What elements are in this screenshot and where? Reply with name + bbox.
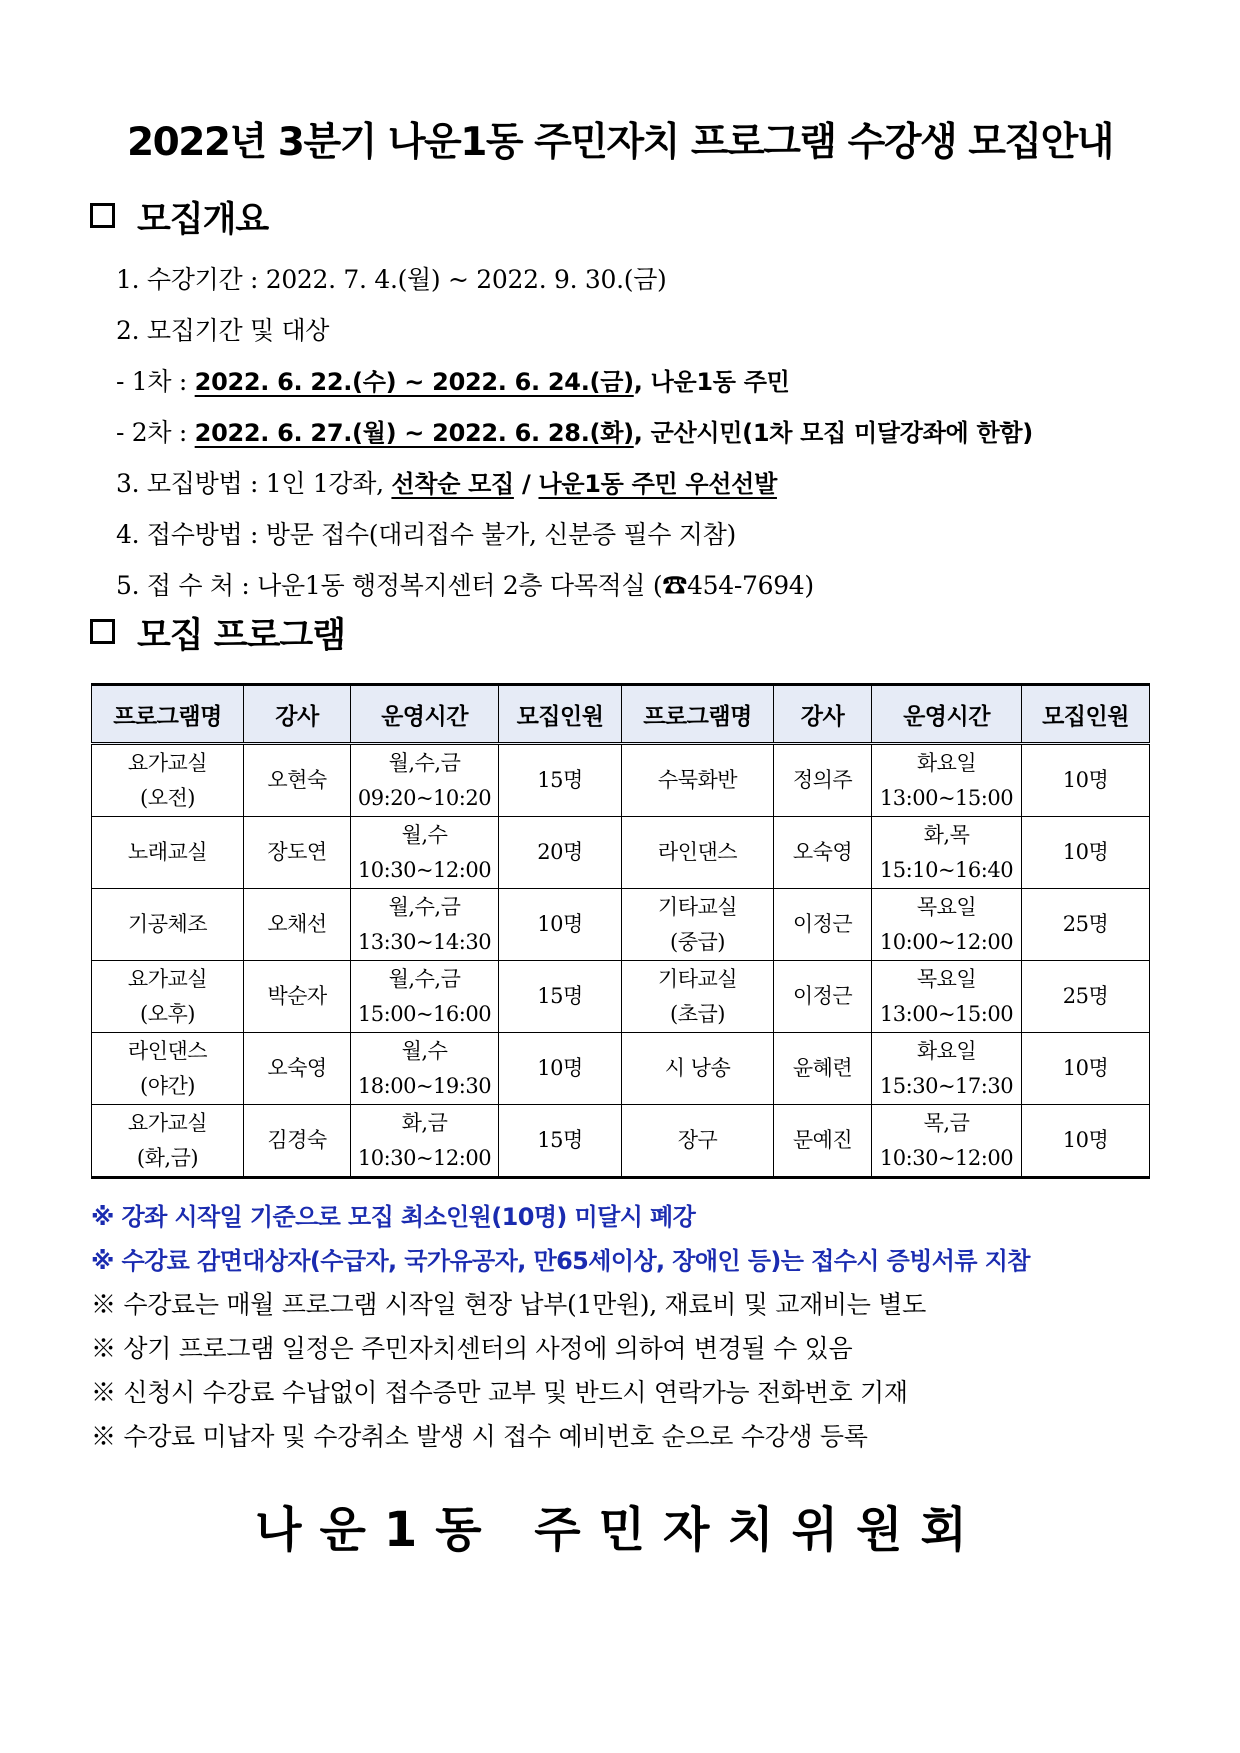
program-name-cell — [622, 744, 774, 817]
header-capacity: 모집인원 — [499, 685, 622, 744]
teacher-cell: 오현숙 — [244, 744, 351, 817]
table-row — [92, 961, 1150, 1033]
teacher-cell: 이정근 — [774, 961, 872, 1033]
page-title: 2022년 3분기 나운1동 주민자치 프로그램 수강생 모집안내 — [127, 120, 1113, 165]
overview-item-application: 4. 접수방법 : 방문 접수(대리접수 불가, 신분증 필수 지참) — [116, 520, 736, 549]
schedule-cell — [872, 817, 1022, 889]
program-name: 시 낭송 — [664, 1056, 731, 1080]
round1-dates: 2022. 6. 22.(수) ~ 2022. 6. 24.(금) — [194, 368, 634, 396]
header-schedule: 운영시간 — [872, 685, 1022, 744]
teacher-cell: 김경숙 — [244, 1105, 351, 1178]
note-schedule-change: ※ 상기 프로그램 일정은 주민자치센터의 사정에 의하여 변경될 수 있음 — [91, 1334, 853, 1363]
checkbox-square-icon — [90, 203, 115, 228]
schedule-time: 13:00~15:00 — [879, 785, 1014, 810]
round1-prefix: - 1차 : — [116, 367, 195, 396]
capacity-cell: 15명 — [499, 1105, 622, 1178]
schedule-cell — [351, 817, 499, 889]
note-waitlist: ※ 수강료 미납자 및 수강취소 발생 시 접수 예비번호 순으로 수강생 등록 — [91, 1422, 868, 1451]
round2-target: , 군산시민(1차 모집 미달강좌에 한함) — [633, 419, 1033, 447]
schedule-time: 13:30~14:30 — [357, 929, 492, 954]
overview-round2 — [116, 415, 1033, 451]
capacity-cell: 10명 — [499, 889, 622, 961]
capacity-cell: 10명 — [1022, 817, 1150, 889]
program-name: 요가교실 — [127, 966, 208, 991]
program-name-detail: (오전) — [140, 785, 195, 810]
header-program-name: 프로그램명 — [92, 685, 244, 744]
schedule-days: 화,금 — [401, 1110, 448, 1135]
program-name-detail: (초급) — [670, 1001, 725, 1026]
schedule-cell — [872, 889, 1022, 961]
section-heading-overview — [90, 198, 268, 242]
overview-item-method — [116, 466, 777, 502]
capacity-cell: 15명 — [499, 961, 622, 1033]
overview-item-location: 5. 접 수 처 : 나운1동 행정복지센터 2층 다목적실 (☎454-7694) — [116, 571, 814, 600]
schedule-days: 월,수,금 — [388, 894, 461, 919]
capacity-cell: 10명 — [499, 1033, 622, 1105]
teacher-cell: 이정근 — [774, 889, 872, 961]
program-name-cell — [92, 961, 244, 1033]
teacher-cell: 장도연 — [244, 817, 351, 889]
program-name-cell — [92, 1033, 244, 1105]
note-minimum-enrollment: ※ 강좌 시작일 기준으로 모집 최소인원(10명) 미달시 폐강 — [91, 1203, 696, 1231]
header-schedule: 운영시간 — [351, 685, 499, 744]
capacity-cell: 10명 — [1022, 1105, 1150, 1178]
round2-dates: 2022. 6. 27.(월) ~ 2022. 6. 28.(화) — [194, 419, 634, 447]
program-name-detail: (중급) — [670, 929, 725, 954]
method-priority: 나운1동 주민 우선선발 — [538, 470, 777, 498]
table-row — [92, 1033, 1150, 1105]
schedule-time: 15:30~17:30 — [879, 1073, 1014, 1098]
program-name: 노래교실 — [127, 840, 208, 864]
teacher-cell: 박순자 — [244, 961, 351, 1033]
section-heading-programs — [90, 614, 345, 658]
program-name-cell — [622, 889, 774, 961]
schedule-time: 15:10~16:40 — [879, 857, 1014, 882]
method-separator: / — [513, 470, 539, 498]
program-name: 요가교실 — [127, 750, 208, 775]
schedule-days: 목요일 — [916, 966, 977, 991]
capacity-cell: 10명 — [1022, 744, 1150, 817]
program-name: 라인댄스 — [657, 840, 738, 864]
table-row — [92, 817, 1150, 889]
schedule-days: 월,수,금 — [388, 966, 461, 991]
method-prefix: 3. 모집방법 : 1인 1강좌, — [116, 469, 392, 498]
schedule-time: 10:00~12:00 — [879, 929, 1014, 954]
checkbox-square-icon — [90, 619, 115, 644]
schedule-days: 월,수 — [401, 822, 448, 847]
schedule-cell — [872, 1105, 1022, 1178]
program-name-cell — [622, 1105, 774, 1178]
program-name-cell — [92, 1105, 244, 1178]
program-name: 요가교실 — [127, 1110, 208, 1135]
table-row — [92, 744, 1150, 817]
overview-round1 — [116, 364, 790, 400]
capacity-cell: 25명 — [1022, 961, 1150, 1033]
schedule-cell — [872, 744, 1022, 817]
schedule-time: 09:20~10:20 — [357, 785, 492, 810]
schedule-cell — [351, 1105, 499, 1178]
schedule-time: 10:30~12:00 — [357, 1145, 492, 1170]
program-name: 라인댄스 — [127, 1038, 208, 1063]
program-name-cell — [622, 1033, 774, 1105]
round2-prefix: - 2차 : — [116, 418, 195, 447]
table-row — [92, 889, 1150, 961]
program-name-cell — [92, 744, 244, 817]
program-name-detail: (야간) — [140, 1073, 195, 1098]
note-fee-reduction: ※ 수강료 감면대상자(수급자, 국가유공자, 만65세이상, 장애인 등)는 접수시 증빙서류 지참 — [91, 1247, 1030, 1275]
schedule-cell — [872, 1033, 1022, 1105]
program-table — [91, 683, 1150, 1179]
schedule-time: 10:30~12:00 — [879, 1145, 1014, 1170]
schedule-time: 10:30~12:00 — [357, 857, 492, 882]
section-heading-label: 모집개요 — [137, 200, 269, 240]
teacher-cell: 오채선 — [244, 889, 351, 961]
program-name-detail: (오후) — [140, 1001, 195, 1026]
header-teacher: 강사 — [774, 685, 872, 744]
program-name-cell — [622, 961, 774, 1033]
program-name: 기타교실 — [657, 966, 738, 991]
schedule-days: 목요일 — [916, 894, 977, 919]
program-name: 기공체조 — [127, 912, 208, 936]
schedule-days: 목,금 — [923, 1110, 970, 1135]
schedule-days: 화요일 — [916, 750, 977, 775]
program-name-cell — [92, 889, 244, 961]
schedule-time: 15:00~16:00 — [357, 1001, 492, 1026]
teacher-cell: 오숙영 — [244, 1033, 351, 1105]
schedule-days: 월,수 — [401, 1038, 448, 1063]
schedule-days: 화,목 — [923, 822, 970, 847]
teacher-cell: 오숙영 — [774, 817, 872, 889]
section-heading-label: 모집 프로그램 — [137, 616, 346, 656]
program-name: 기타교실 — [657, 894, 738, 919]
schedule-cell — [351, 1033, 499, 1105]
teacher-cell: 정의주 — [774, 744, 872, 817]
capacity-cell: 25명 — [1022, 889, 1150, 961]
program-name-cell — [622, 817, 774, 889]
table-row — [92, 1105, 1150, 1178]
header-capacity: 모집인원 — [1022, 685, 1150, 744]
method-first-come: 선착순 모집 — [391, 470, 514, 498]
teacher-cell: 윤혜련 — [774, 1033, 872, 1105]
capacity-cell: 20명 — [499, 817, 622, 889]
capacity-cell: 10명 — [1022, 1033, 1150, 1105]
schedule-time: 18:00~19:30 — [357, 1073, 492, 1098]
organization-signature: 나운1동 주민자치위원회 — [255, 1502, 985, 1558]
schedule-cell — [351, 961, 499, 1033]
header-teacher: 강사 — [244, 685, 351, 744]
schedule-days: 화요일 — [916, 1038, 977, 1063]
schedule-cell — [872, 961, 1022, 1033]
note-application-receipt: ※ 신청시 수강료 수납없이 접수증만 교부 및 반드시 연락가능 전화번호 기재 — [91, 1378, 908, 1407]
note-monthly-fee: ※ 수강료는 매월 프로그램 시작일 현장 납부(1만원), 재료비 및 교재비는 별도 — [91, 1290, 926, 1319]
capacity-cell: 15명 — [499, 744, 622, 817]
overview-item-recruit: 2. 모집기간 및 대상 — [116, 316, 330, 345]
schedule-cell — [351, 744, 499, 817]
program-name-cell — [92, 817, 244, 889]
header-program-name: 프로그램명 — [622, 685, 774, 744]
schedule-cell — [351, 889, 499, 961]
schedule-days: 월,수,금 — [388, 750, 461, 775]
overview-item-period: 1. 수강기간 : 2022. 7. 4.(월) ~ 2022. 9. 30.(금) — [116, 265, 667, 294]
schedule-time: 13:00~15:00 — [879, 1001, 1014, 1026]
round1-target: , 나운1동 주민 — [633, 368, 790, 396]
table-header-row — [92, 685, 1150, 744]
program-name-detail: (화,금) — [136, 1145, 199, 1170]
teacher-cell: 문예진 — [774, 1105, 872, 1178]
program-name: 수묵화반 — [657, 768, 738, 792]
program-name: 장구 — [677, 1128, 718, 1152]
